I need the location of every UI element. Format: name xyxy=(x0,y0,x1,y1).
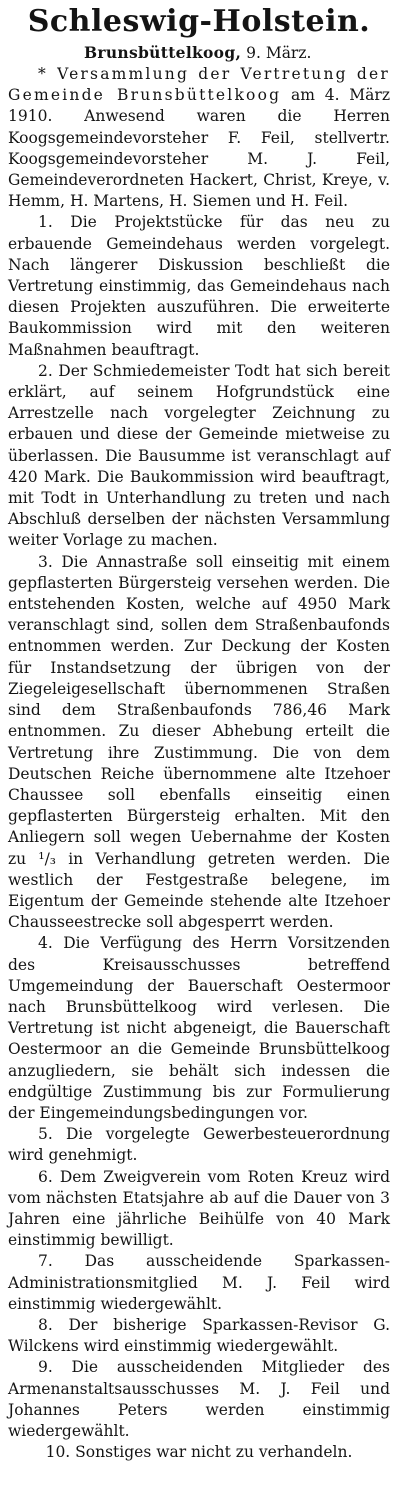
agenda-item-10: 10. Sonstiges war nicht zu verhandeln. xyxy=(45,1443,353,1462)
agenda-item-5: 5. Die vorgelegte Gewerbesteuerordnung wird genehmigt. xyxy=(8,1125,390,1165)
agenda-item-2: 2. Der Schmiedemeister Todt hat sich bereit erklärt, auf seinem Hofgrundstück eine Arrestzelle nach vorgelegter Zeichnung zu erbauen und diese der Gemeinde mietweise zu überlassen. Die Bausumme ist veranschlagt auf 420 Mark. Die Baukommission wird beauftragt, mit Todt in Unterhandlung zu treten und nach Abschluß derselben der nächsten Versammlung weiter Vorlage zu machen. xyxy=(8,361,390,550)
dateline xyxy=(8,42,390,64)
meeting-heading: * Versammlung der Vertretung der Gemeinde Brunsbüttelkoog xyxy=(8,65,390,105)
agenda-item-8: 8. Der bisherige Sparkassen-Revisor G. Wilckens wird einstimmig wiedergewählt. xyxy=(8,1315,390,1356)
dateline-place: Brunsbüttelkoog, xyxy=(84,43,242,62)
headline: Schleswig-Holstein. xyxy=(27,4,371,39)
dateline-date: 9. März. xyxy=(246,44,312,62)
agenda-item-4: 4. Die Verfügung des Herrn Vorsitzenden des Kreisausschusses betreffend Umgemeindung der Bauerschaft Oestermoor nach Brunsbüttelkoog wird verlesen. Die Vertretung ist nicht abgeneigt, die Bauerschaft Oestermoor an die Gemeinde Brunsbüttelkoog anzugliedern, sie behält sich indessen die endgültige Zustimmung bis zur Formulierung der Eingemeindungsbedingungen vor. xyxy=(8,934,390,1122)
agenda-item-1: 1. Die Projektstücke für das neu zu erbauende Gemeindehaus werden vorgelegt. Nach längerer Diskussion beschließt die Vertretung einstimmig, das Gemeindehaus nach diesen Projekten auszuführen. Die erweiterte Baukommission wird mit den weiteren Maßnahmen beauftragt. xyxy=(8,213,390,359)
attendees-text: am 4. März 1910. Anwesend waren die Herren Koogsgemeindevorsteher F. Feil, stellvertr. Koogsgemeindevorsteher M. J. Feil, Gemeindeverordneten Hackert, Christ, Kreye, v. Hemm, H. Martens, H. Siemen und H. Feil. xyxy=(8,86,390,211)
agenda-item-7: 7. Das ausscheidende Sparkassen-Administrationsmitglied M. J. Feil wird einstimmig wiedergewählt. xyxy=(8,1252,390,1313)
agenda-item-6: 6. Dem Zweigverein vom Roten Kreuz wird vom nächsten Etatsjahre ab auf die Dauer von 3 Jahren eine jährliche Beihülfe von 40 Mark einstimmig bewilligt. xyxy=(8,1167,390,1250)
intro-paragraph xyxy=(8,64,390,212)
agenda-item-9: 9. Die ausscheidenden Mitglieder des Armenanstaltsausschusses M. J. Feil und Johannes Peters werden einstimmig wiedergewählt. xyxy=(8,1358,390,1440)
agenda-item-3: 3. Die Annastraße soll einseitig mit einem gepflasterten Bürgersteig versehen werden. Die entstehenden Kosten, welche auf 4950 Mark veranschlagt sind, sollen dem Straßenbaufonds entnommen werden. Zur Deckung der Kosten für Instandsetzung der übrigen von der Ziegeleigesellschaft übernommenen Straßen sind dem Straßenbaufonds 786,46 Mark entnommen. Zu dieser Abhebung erteilt die Vertretung ihre Zustimmung. Die von dem Deutschen Reiche übernommene alte Itzehoer Chaussee soll ebenfalls einseitig einen gepflasterten Bürgersteig erhalten. Mit den Anliegern soll wegen Uebernahme der Kosten zu ¹/₃ in Verhandlung getreten werden. Die westlich der Festgestraße belegene, im Eigentum der Gemeinde stehende alte Itzehoer Chausseestrecke soll abgesperrt werden. xyxy=(8,552,390,932)
